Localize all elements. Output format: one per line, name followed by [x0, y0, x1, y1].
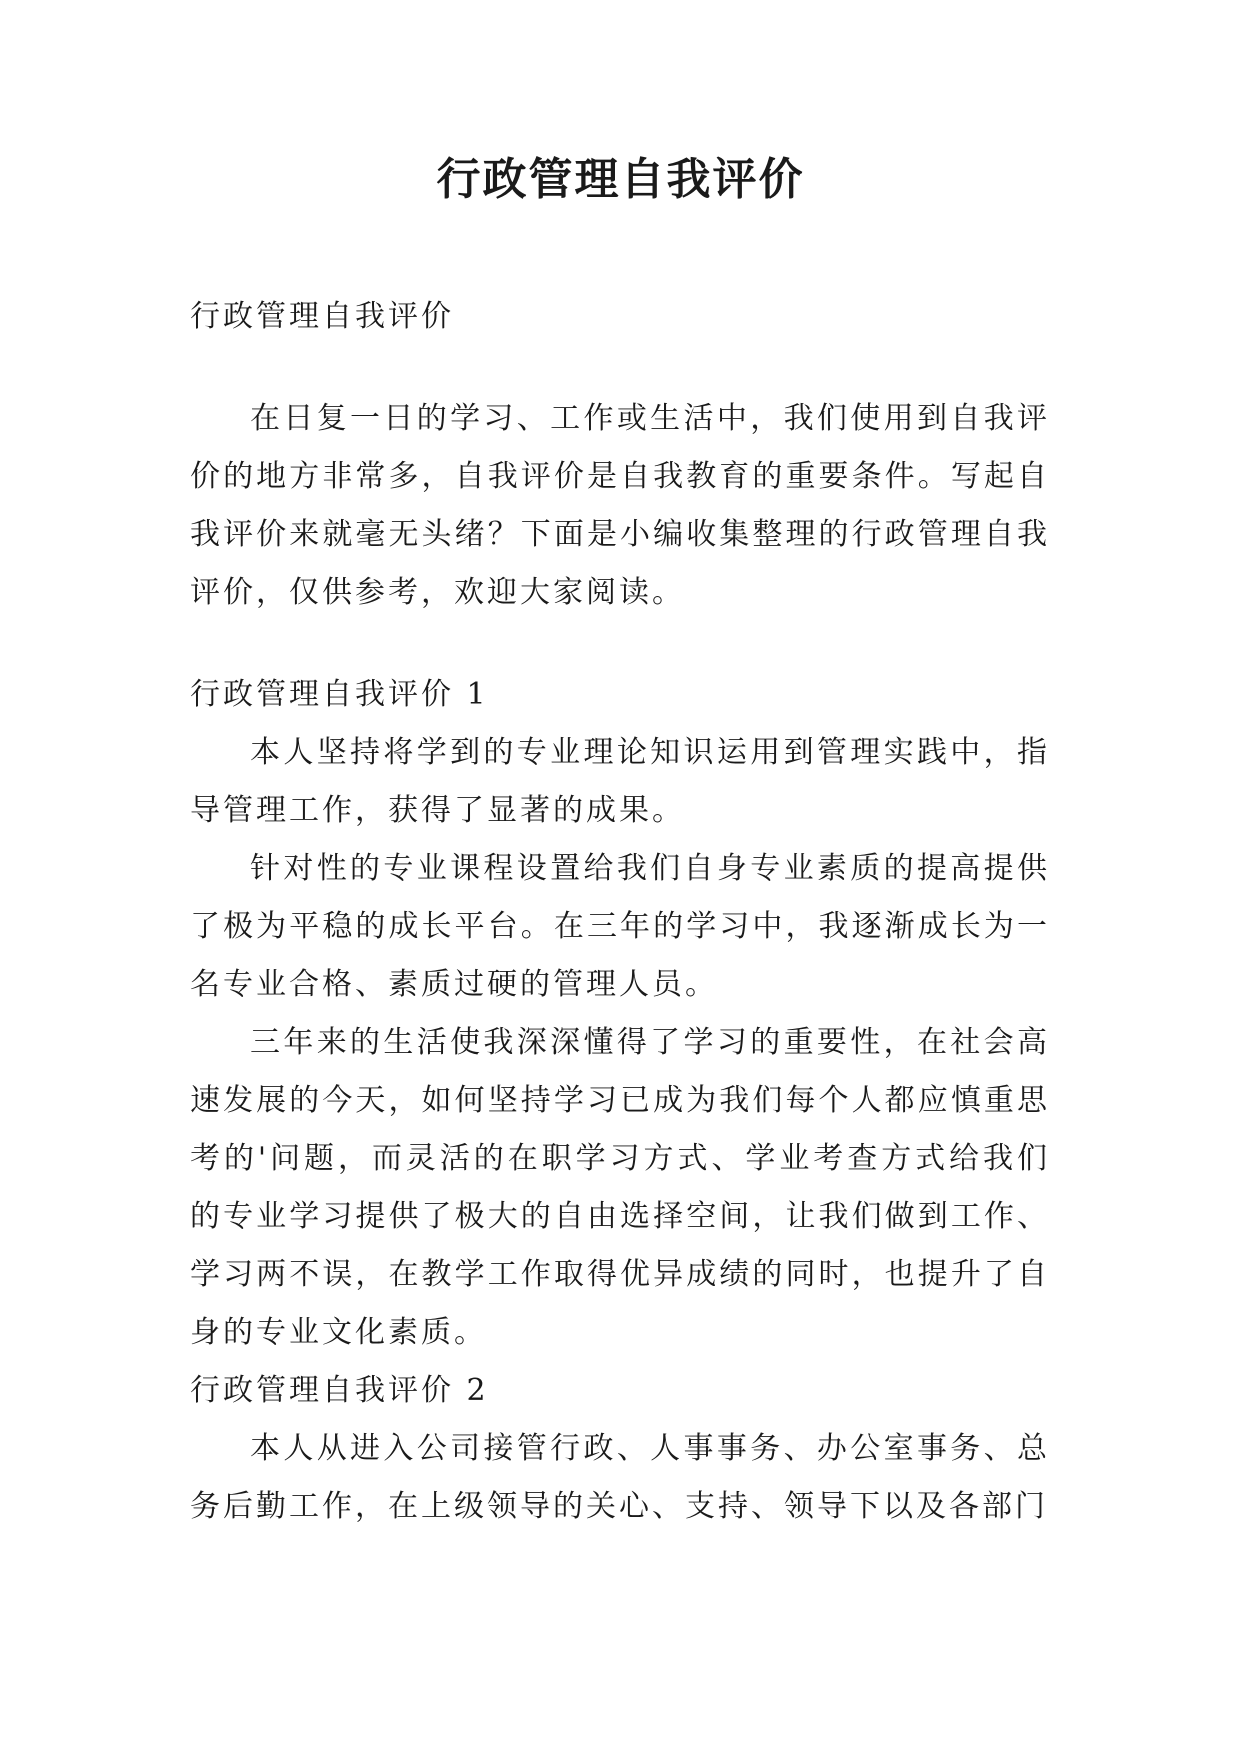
section-1-paragraph-2: 针对性的专业课程设置给我们自身专业素质的提高提供了极为平稳的成长平台。在三年的学习中，我逐渐成长为一名专业合格、素质过硬的管理人员。: [190, 851, 1050, 1002]
intro-paragraph: 在日复一日的学习、工作或生活中，我们使用到自我评价的地方非常多，自我评价是自我教育的重要条件。写起自我评价来就毫无头绪？下面是小编收集整理的行政管理自我评价，仅供参考，欢迎大家阅读。: [190, 401, 1050, 610]
document-subtitle: 行政管理自我评价: [190, 299, 454, 334]
section-heading-2: 行政管理自我评价 2: [190, 1373, 489, 1408]
document-body: [190, 288, 1050, 1536]
section-1-paragraph-3: 三年来的生活使我深深懂得了学习的重要性，在社会高速发展的今天，如何坚持学习已成为我们每个人都应慎重思考的'问题，而灵活的在职学习方式、学业考查方式给我们的专业学习提供了极大的自由选择空间，让我们做到工作、学习两不误，在教学工作取得优异成绩的同时，也提升了自身的专业文化素质。: [190, 1025, 1050, 1350]
section-2-paragraph-1: 本人从进入公司接管行政、人事事务、办公室事务、总务后勤工作，在上级领导的关心、支持、领导下以及各部门: [190, 1431, 1050, 1524]
document-title: 行政管理自我评价: [436, 154, 805, 205]
section-1-paragraph-1: 本人坚持将学到的专业理论知识运用到管理实践中，指导管理工作，获得了显著的成果。: [190, 735, 1050, 828]
section-heading-1: 行政管理自我评价 1: [190, 677, 489, 712]
